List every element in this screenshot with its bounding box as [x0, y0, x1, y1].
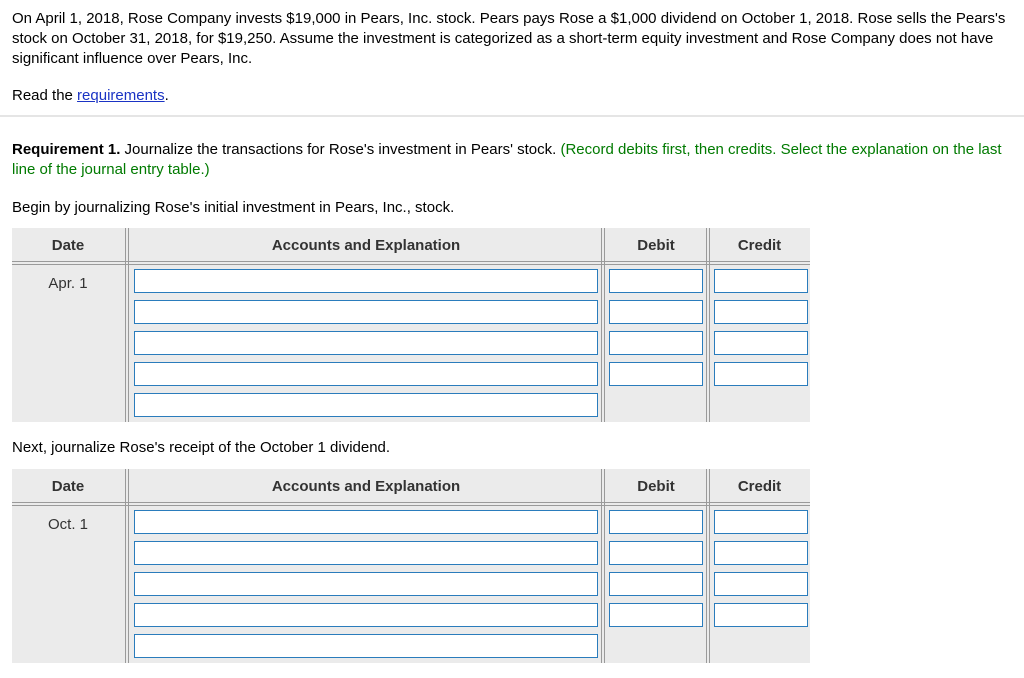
- debit-input[interactable]: [609, 572, 703, 596]
- account-input[interactable]: [134, 603, 598, 627]
- header-credit: Credit: [737, 237, 782, 254]
- column-divider: [601, 228, 602, 422]
- credit-input[interactable]: [714, 603, 808, 627]
- requirement-text: [12, 140, 1016, 180]
- column-divider: [709, 469, 710, 663]
- requirements-link[interactable]: requirements: [77, 87, 165, 104]
- problem-text: On April 1, 2018, Rose Company invests $19,000 in Pears, Inc. stock. Pears pays Rose a $1,000 dividend on October 1, 2018. Rose sells the Pears's stock on October 31, 2018, for $19,250. Assume the investment is categorized as a short-term equity investment and Rose Company does not have significant influence over Pears, Inc.: [12, 10, 1006, 67]
- column-divider: [604, 228, 605, 422]
- credit-input[interactable]: [714, 572, 808, 596]
- column-divider: [601, 469, 602, 663]
- header-date: Date: [51, 478, 85, 495]
- column-divider: [604, 469, 605, 663]
- account-input[interactable]: [134, 510, 598, 534]
- read-suffix: .: [164, 87, 169, 104]
- account-input[interactable]: [134, 362, 598, 386]
- entry-date: Oct. 1: [47, 516, 88, 533]
- debit-input[interactable]: [609, 603, 703, 627]
- debit-input[interactable]: [609, 269, 703, 293]
- header-debit: Debit: [637, 237, 675, 254]
- section-divider: [0, 115, 1024, 117]
- account-input[interactable]: [134, 269, 598, 293]
- header-credit: Credit: [737, 478, 782, 495]
- debit-input[interactable]: [609, 362, 703, 386]
- table2-intro: Next, journalize Rose's receipt of the October 1 dividend.: [12, 439, 391, 456]
- credit-input[interactable]: [714, 362, 808, 386]
- column-divider: [709, 228, 710, 422]
- account-input[interactable]: [134, 541, 598, 565]
- header-accounts: Accounts and Explanation: [271, 237, 461, 254]
- table1-intro: Begin by journalizing Rose's initial investment in Pears, Inc., stock.: [12, 199, 455, 216]
- column-divider: [128, 228, 129, 422]
- requirement-description: Journalize the transactions for Rose's investment in Pears' stock.: [120, 141, 557, 158]
- read-prefix: Read the: [12, 87, 78, 104]
- header-accounts: Accounts and Explanation: [271, 478, 461, 495]
- read-requirements-line: [12, 86, 1016, 106]
- header-debit: Debit: [637, 478, 675, 495]
- column-divider: [706, 228, 707, 422]
- account-input[interactable]: [134, 300, 598, 324]
- debit-input[interactable]: [609, 300, 703, 324]
- debit-input[interactable]: [609, 541, 703, 565]
- column-divider: [706, 469, 707, 663]
- credit-input[interactable]: [714, 269, 808, 293]
- table-header: [12, 469, 810, 502]
- credit-input[interactable]: [714, 331, 808, 355]
- account-input[interactable]: [134, 331, 598, 355]
- column-divider: [125, 228, 126, 422]
- column-divider: [128, 469, 129, 663]
- header-rule: [12, 502, 810, 503]
- explanation-input[interactable]: [134, 634, 598, 658]
- header-rule: [12, 505, 810, 506]
- debit-input[interactable]: [609, 510, 703, 534]
- entry-date: Apr. 1: [48, 275, 88, 292]
- debit-input[interactable]: [609, 331, 703, 355]
- header-rule: [12, 261, 810, 262]
- requirement-instruction: (Record debits first, then credits. Select the explanation on the last line of the journal entry table.): [12, 141, 1002, 178]
- credit-input[interactable]: [714, 541, 808, 565]
- header-rule: [12, 264, 810, 265]
- explanation-input[interactable]: [134, 393, 598, 417]
- column-divider: [125, 469, 126, 663]
- header-date: Date: [51, 237, 85, 254]
- requirement-label: Requirement 1.: [12, 141, 121, 158]
- journal-table-1: [12, 228, 810, 422]
- journal-table-2: [12, 469, 810, 663]
- table-header: [12, 228, 810, 261]
- credit-input[interactable]: [714, 300, 808, 324]
- account-input[interactable]: [134, 572, 598, 596]
- credit-input[interactable]: [714, 510, 808, 534]
